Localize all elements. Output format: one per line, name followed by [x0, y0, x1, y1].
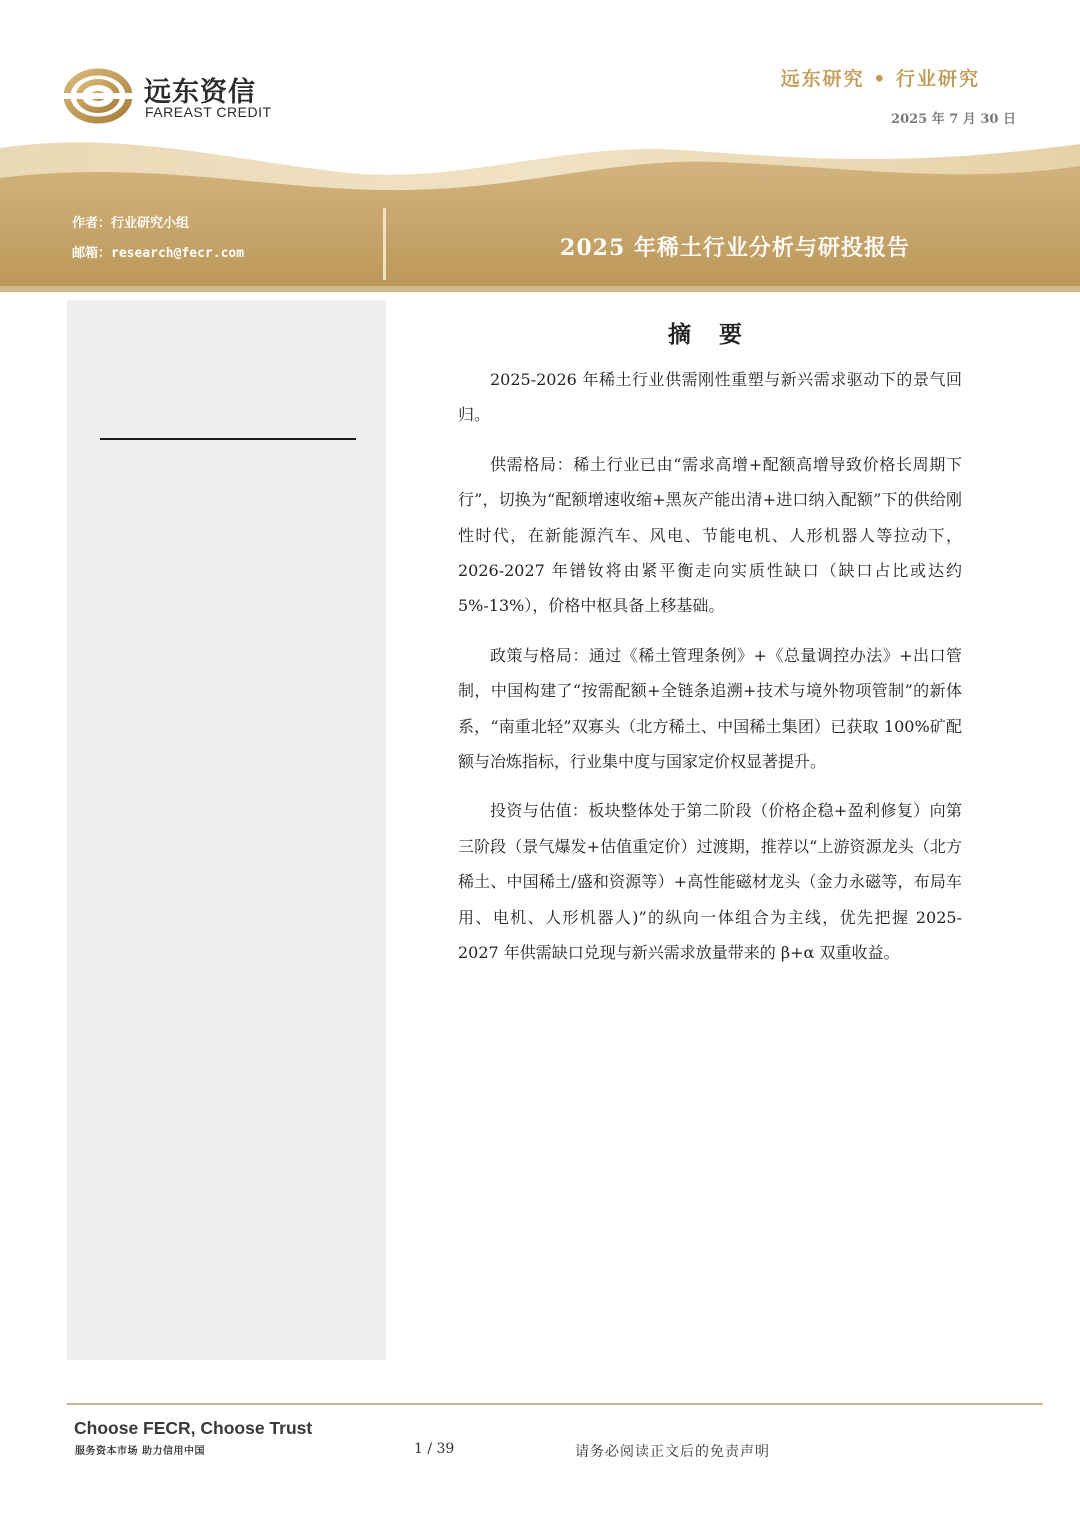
page-number: 1 / 39	[414, 1441, 455, 1457]
abstract-heading: 摘 要	[667, 321, 752, 348]
abstract-paragraph: 政策与格局：通过《稀土管理条例》+《总量调控办法》+出口管制，中国构建了“按需配额+全链条追溯+技术与境外物项管制”的新体系，“南重北轻”双寡头（北方稀土、中国稀土集团）已获取 100%矿配额与冶炼指标，行业集中度与国家定价权显著提升。	[458, 645, 962, 772]
email-label[interactable]: 邮箱：research@fecr.com	[72, 246, 245, 261]
abstract-paragraph: 投资与估值：板块整体处于第二阶段（价格企稳+盈利修复）向第三阶段（景气爆发+估值重定价）过渡期，推荐以“上游资源龙头（北方稀土、中国稀土/盛和资源等）+高性能磁材龙头（金力永磁等，布局车用、电机、人形机器人)”的纵向一体组合为主线，优先把握 2025-2027 年供需缺口兑现与新兴需求放量带来的 β+α 双重收益。	[458, 801, 962, 963]
logo-text-cn: 远东资信	[144, 77, 256, 108]
fareast-credit-logo	[64, 68, 274, 128]
report-date: 2025 年 7 月 30 日	[891, 112, 1016, 127]
logo-mark-icon	[64, 68, 136, 128]
logo-text-en: FAREAST CREDIT	[145, 104, 272, 120]
abstract-body	[458, 362, 962, 985]
abstract-paragraph: 供需格局：稀土行业已由“需求高增+配额高增导致价格长周期下行”，切换为“配额增速收缩+黑灰产能出清+进口纳入配额”下的供给刚性时代，在新能源汽车、风电、节能电机、人形机器人等拉动下，2026-2027 年镨钕将由紧平衡走向实质性缺口（缺口占比或达约 5%-13%），价格中枢具备上移基础。	[458, 454, 962, 616]
footer-divider	[67, 1403, 1043, 1405]
report-title: 2025 年稀土行业分析与研投报告	[560, 235, 910, 261]
footer-slogan-en: Choose FECR, Choose Trust	[74, 1418, 313, 1438]
abstract-paragraph: 2025-2026 年稀土行业供需刚性重塑与新兴需求驱动下的景气回归。	[458, 370, 962, 425]
footer-slogan-cn: 服务资本市场 助力信用中国	[75, 1446, 205, 1457]
footer-disclaimer: 请务必阅读正文后的免责声明	[575, 1444, 770, 1460]
author-label: 作者：行业研究小组	[72, 216, 190, 231]
research-category: 远东研究 • 行业研究	[780, 68, 980, 90]
sidebar-panel	[67, 300, 386, 1360]
sidebar-divider	[100, 438, 356, 440]
